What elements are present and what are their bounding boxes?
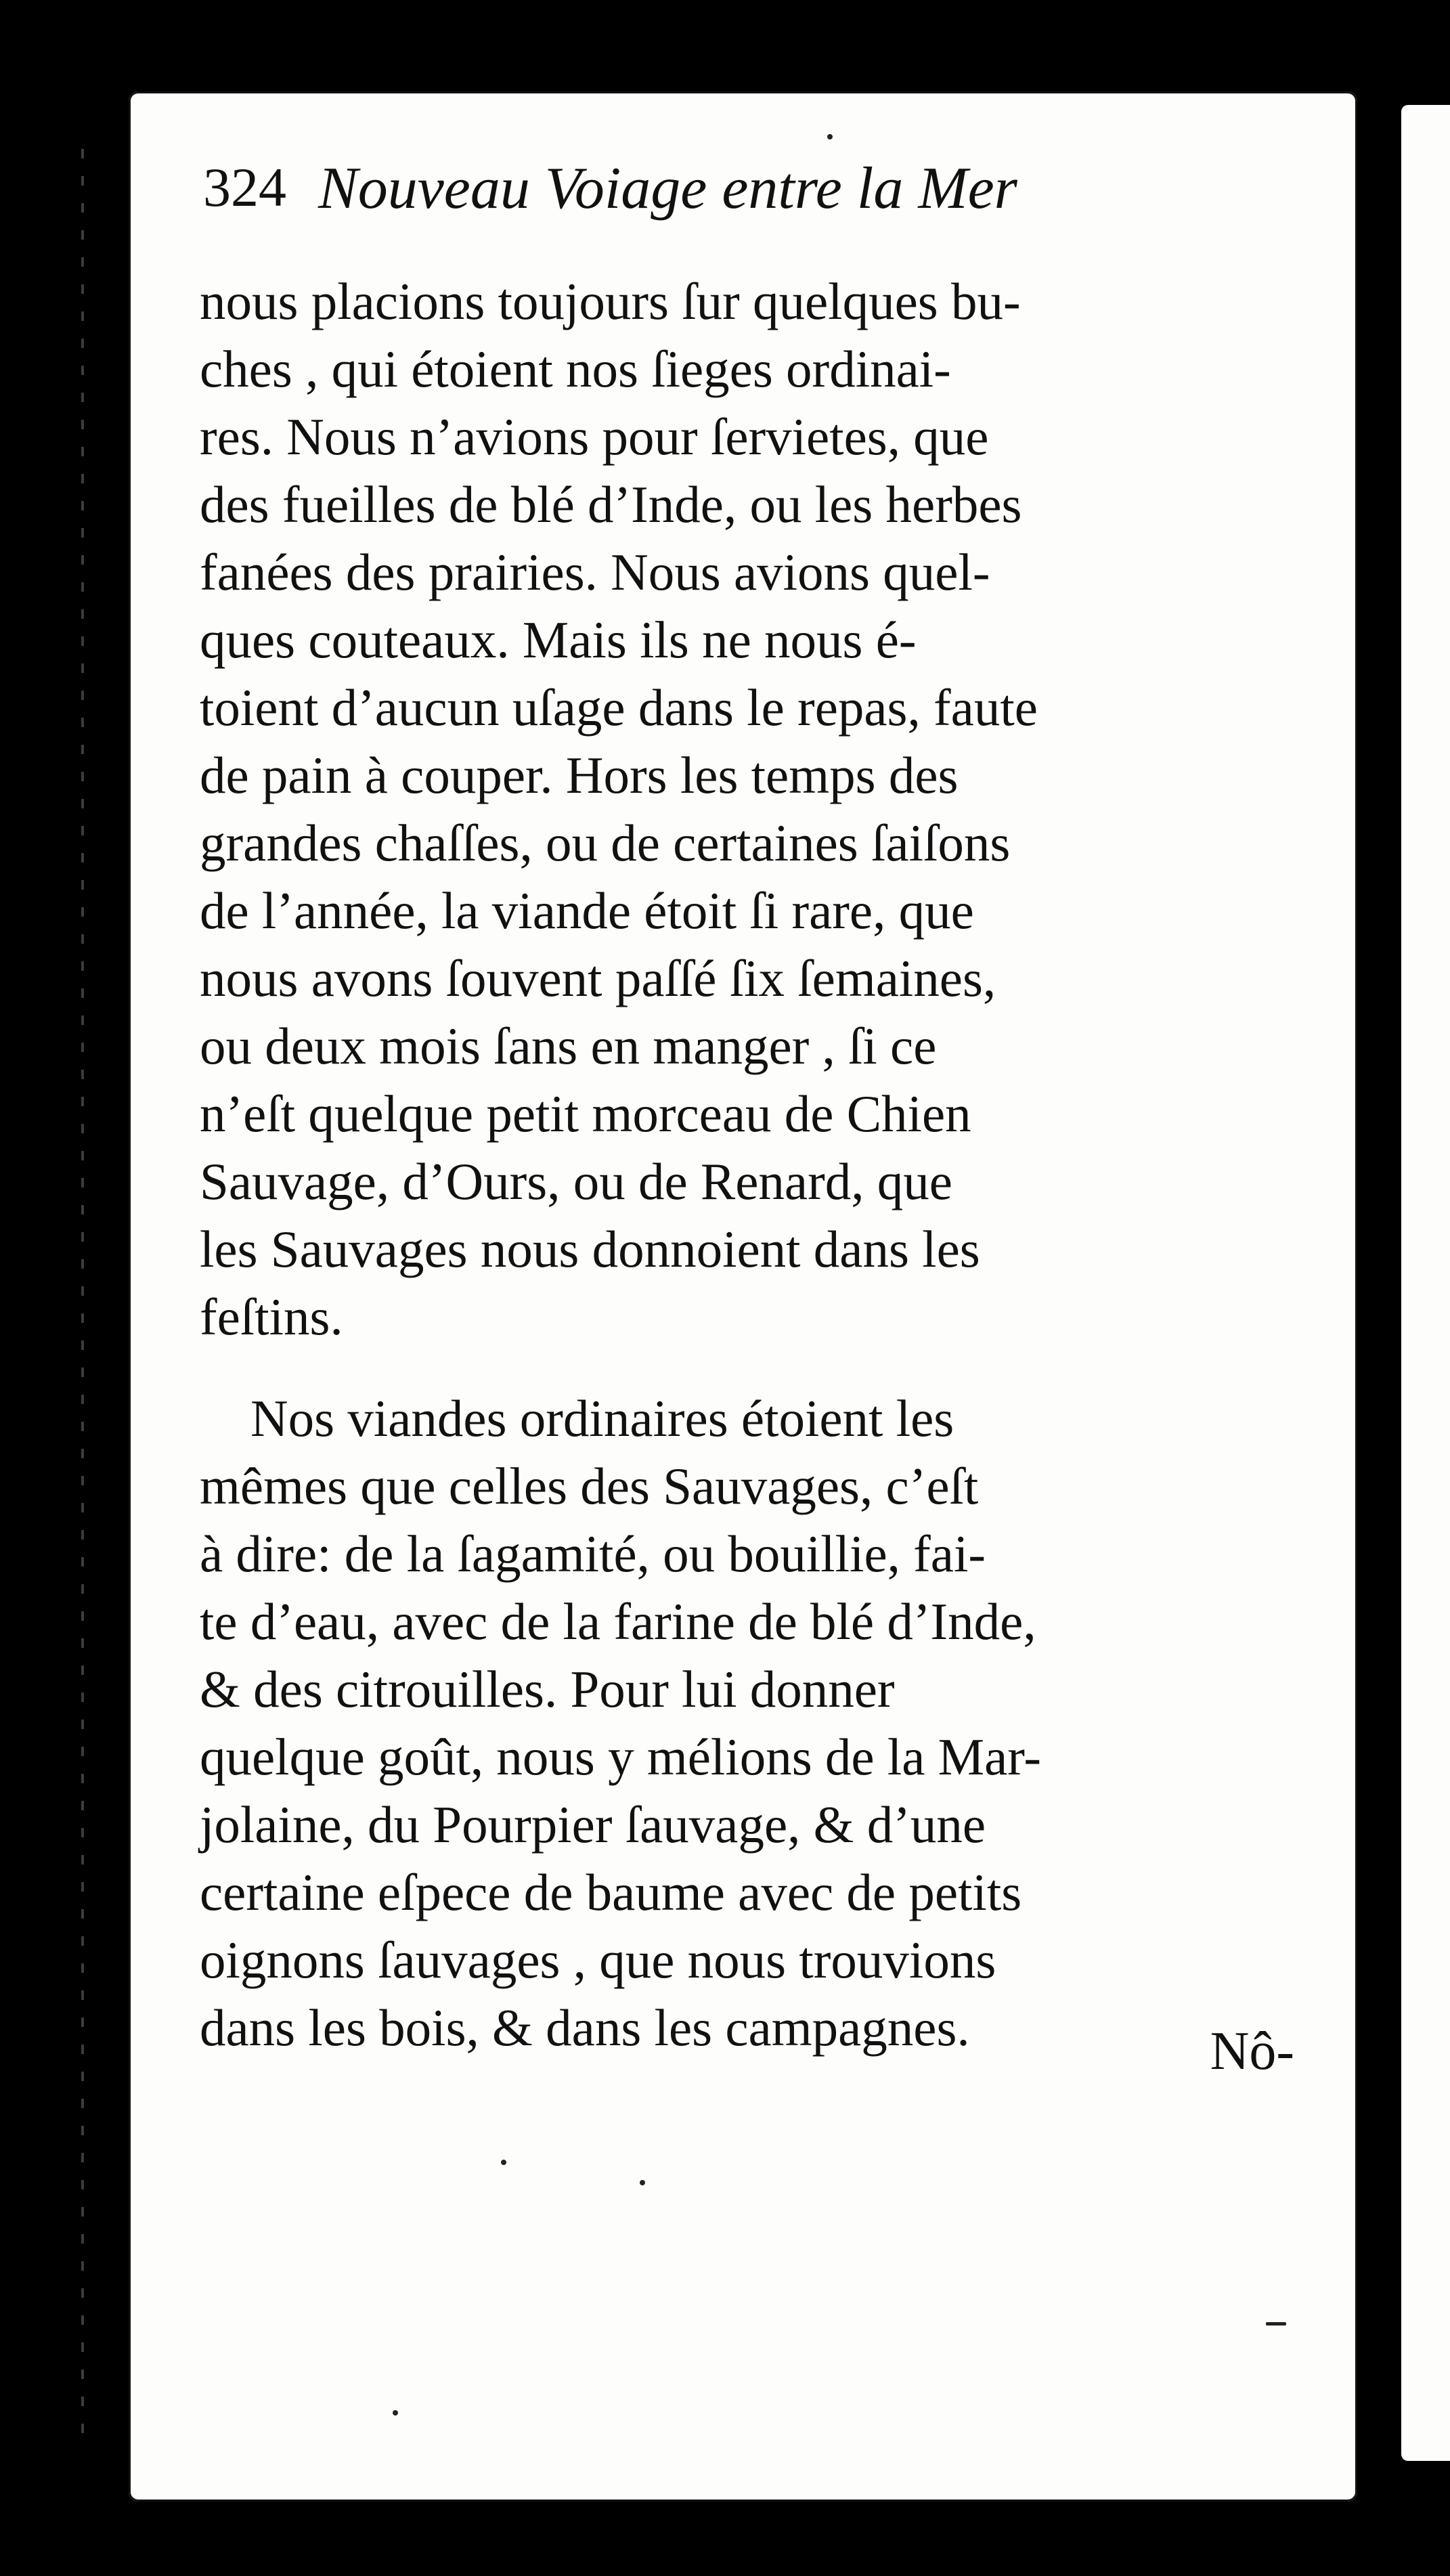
page-header [203,156,1232,237]
ink-speck [501,2160,506,2165]
text-line: res. Nous n’avions pour ſervietes, que [200,408,989,466]
text-line: grandes chaſſes, ou de certaines ſaiſons [200,814,1011,872]
page-number: 324 [203,156,286,218]
text-line: fanées des prairies. Nous avions quel- [200,543,990,601]
text-line: & des citrouilles. Pour lui donner [200,1660,895,1718]
text-line: jolaine, du Pourpier ſauvage, & d’une [200,1795,986,1854]
text-line: ques couteaux. Mais ils ne nous é- [200,611,917,669]
ink-speck [1266,2322,1286,2326]
page-edge-shadow [81,149,84,2437]
text-line: ches , qui étoient nos ſieges ordinai- [200,340,951,398]
running-head: Nouveau Voiage entre la Mer [318,156,1017,221]
facing-page-edge [1401,105,1450,2461]
text-line: ou deux mois ſans en manger , ſi ce [200,1017,937,1075]
ink-speck [393,2410,398,2416]
paragraph-1 [200,267,1235,1351]
paragraph-2 [200,1384,1235,2061]
text-line: les Sauvages nous donnoient dans les [200,1220,980,1278]
text-line: te d’eau, avec de la farine de blé d’Inde, [200,1592,1036,1651]
text-line: à dire: de la ſagamité, ou bouillie, fai- [200,1525,986,1583]
ink-speck [640,2180,645,2185]
body-text [200,267,1235,2061]
text-line: de l’année, la viande étoit ſi rare, que [200,881,974,940]
text-line: toient d’aucun uſage dans le repas, faute [200,678,1038,737]
catchword: Nô- [1210,2022,1294,2081]
text-line: quelque goût, nous y mélions de la Mar- [200,1728,1042,1786]
text-line: de pain à couper. Hors les temps des [200,746,959,804]
ink-speck [827,134,833,139]
text-line: nous placions toujours ſur quelques bu- [200,272,1021,330]
text-line: des fueilles de blé d’Inde, ou les herbes [200,475,1022,533]
text-line: Nos viandes ordinaires étoient les [250,1389,954,1447]
text-line: Sauvage, d’Ours, ou de Renard, que [200,1152,952,1210]
text-line: dans les bois, & dans les campagnes. [200,1999,970,2057]
text-line: n’eſt quelque petit morceau de Chien [200,1085,971,1143]
text-line: mêmes que celles des Sauvages, c’eſt [200,1457,979,1515]
text-line: oignons ſauvages , que nous trouvions [200,1931,996,1989]
text-line: nous avons ſouvent paſſé ſix ſemaines, [200,949,996,1007]
text-line: feſtins. [200,1288,343,1346]
text-line: certaine eſpece de baume avec de petits [200,1863,1022,1921]
